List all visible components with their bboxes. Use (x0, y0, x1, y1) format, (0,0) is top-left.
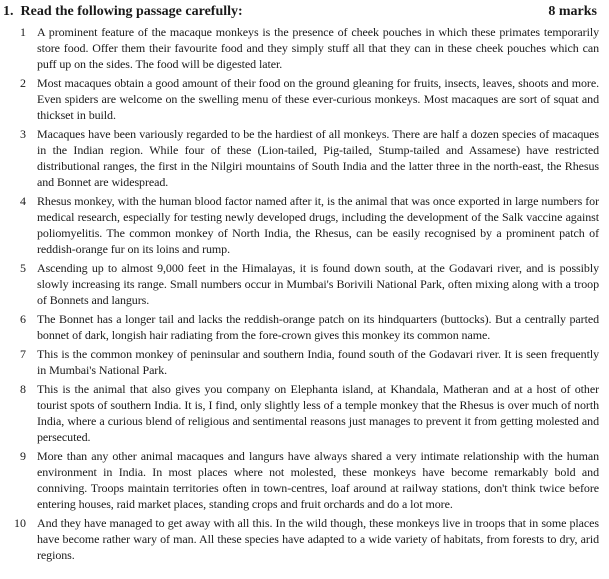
paragraph-number: 2 (20, 76, 26, 90)
paragraph-text: More than any other animal macaques and langurs have always shared a very intimate relationship with the human environment in India. In most places where not molested, these monkeys have become remarkably bold and conniving. Troops maintain territories often in town-centres, loaf around at railway stations, don't think twice before entering houses, raid market places, standing crops and fruit orchards and do a lot more. (37, 449, 599, 511)
paragraph-number: 4 (20, 194, 26, 208)
paragraph-number: 5 (20, 261, 26, 275)
question-instruction: Read the following passage carefully: (20, 4, 243, 19)
passage-paragraph (3, 260, 599, 308)
passage-paragraph (3, 75, 599, 123)
paragraph-text: Ascending up to almost 9,000 feet in the Himalayas, it is found down south, at the Godavari river, and is possibly slowly increasing its range. Small numbers occur in Mumbai's Borivili National Park, often mixing along with a troop of Bonnets and langurs. (37, 261, 599, 307)
marks-label: 8 marks (548, 4, 597, 19)
paragraph-number: 1 (20, 25, 26, 39)
question-number: 1. (3, 4, 14, 19)
question-heading (3, 3, 243, 21)
paragraph-number: 6 (20, 312, 26, 326)
paragraph-text: A prominent feature of the macaque monkeys is the presence of cheek pouches in which these primates temporarily store food. Offer them their favourite food and they simply stuff all that they can in these cheek pouches which can puff up on the sides. The food will be digested later. (37, 25, 599, 71)
paragraph-number: 10 (14, 516, 26, 530)
passage-paragraph (3, 448, 599, 512)
paragraph-text: Rhesus monkey, with the human blood factor named after it, is the animal that was once exported in large numbers for medical research, especially for testing newly developed drugs, including the development of the Salk vaccine against poliomyelitis. The common monkey of North India, the Rhesus, can be easily recognised by a prominent patch of reddish-orange fur on its loins and rump. (37, 194, 599, 256)
passage-paragraph (3, 24, 599, 72)
paragraph-text: The Bonnet has a longer tail and lacks the reddish-orange patch on its hindquarters (buttocks). But a centrally parted bonnet of dark, longish hair radiating from the fore-crown gives this monkey its common name. (37, 312, 599, 342)
paragraph-text: Most macaques obtain a good amount of their food on the ground gleaning for fruits, insects, leaves, shoots and more. Even spiders are welcome on the swelling menu of these ever-curious monkeys. Most macaques are sort of squat and thickset in build. (37, 76, 599, 122)
passage-paragraph (3, 381, 599, 445)
paragraph-number: 8 (20, 382, 26, 396)
question-header (3, 3, 599, 21)
paragraph-text: This is the common monkey of peninsular and southern India, found south of the Godavari river. It is seen frequently in Mumbai's National Park. (37, 347, 599, 377)
passage-paragraph (3, 515, 599, 563)
paragraph-number: 9 (20, 449, 26, 463)
paragraph-text: This is the animal that also gives you company on Elephanta island, at Khandala, Matheran and at a host of other tourist spots of southern India. It is, I find, only slightly less of a temple monkey that the Rhesus is over much of north India, where a curious blend of religious and sentimental reasons just manages to prevent it from getting molested and persecuted. (37, 382, 599, 444)
paragraph-number: 3 (20, 127, 26, 141)
paragraph-number: 7 (20, 347, 26, 361)
passage-paragraph (3, 193, 599, 257)
passage-paragraph (3, 311, 599, 343)
paragraph-text: And they have managed to get away with all this. In the wild though, these monkeys live in troops that in some places have become rather wary of man. All these species have adapted to a wide variety of habitats, from forests to dry, arid regions. (37, 516, 599, 562)
passage-paragraph (3, 346, 599, 378)
paragraph-text: Macaques have been variously regarded to be the hardiest of all monkeys. There are half a dozen species of macaques in the Indian region. While four of these (Lion-tailed, Pig-tailed, Stump-tailed and Assamese) have restricted distributional ranges, the first in the Nilgiri mountains of South India and the latter three in the north-east, the Rhesus and Bonnet are widespread. (37, 127, 599, 189)
passage (3, 24, 599, 563)
passage-paragraph (3, 126, 599, 190)
